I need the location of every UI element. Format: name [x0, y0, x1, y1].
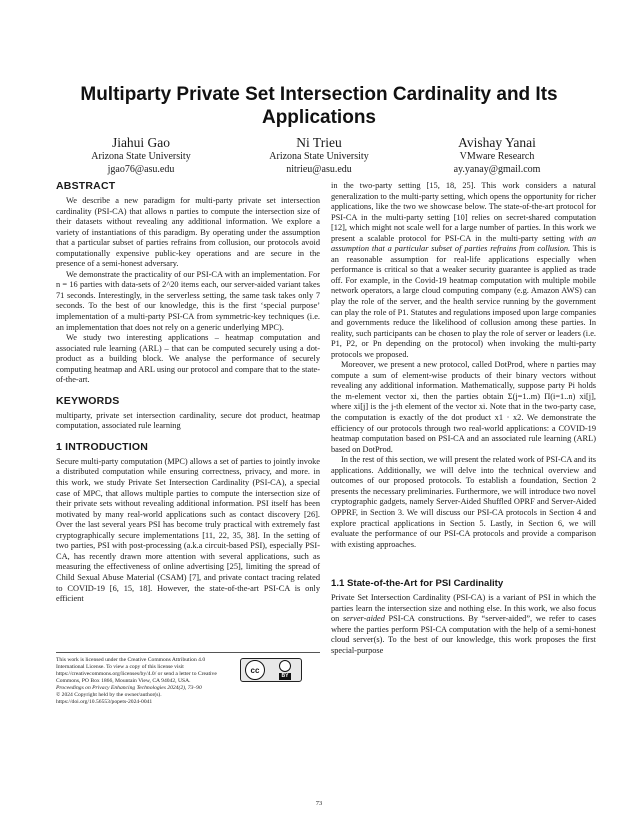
- left-column: [56, 180, 320, 605]
- intro-paragraph-1: Secure multi-party computation (MPC) allows a set of parties to jointly invoke a distributed computation while ensuring correctness, privacy, and more. in this work, we study Private Set Intersection Cardinality (PSI-CA), a special case of MPC, that allows multiple parties to compute the intersection size of their private sets without revealing additional information. PSI itself has been motivated by many real-world applications such as contact discovery [26]. Over the last several years PSI has become truly practical with extremely fast cryptographically secure implementations [11, 22, 35, 38]. In the setting of two parties, PSI with post-processing (a.k.a circuit-based PSI), especially PSI-CA, has recently drawn more attention with several applications, such as measuring the effectiveness of online advertising [25], limiting the spread of Child Sexual Abuse Material (CSAM) [7], and private contact tracing related to COVID-19 [6, 15, 18]. However, the state-of-the-art PSI-CA is only efficient: [56, 456, 320, 604]
- author-email: jgao76@asu.edu: [107, 163, 175, 175]
- page-number: 73: [315, 800, 323, 807]
- abstract-heading: ABSTRACT: [56, 180, 116, 192]
- sota-text-b: PSI-CA constructions. By “server-aided”, we refer to cases where the parties perform PSI-CA computation with the help of a semi-honest cloud server(s). To the best of our knowledge, this work proposes the first special-purpose: [331, 614, 597, 655]
- intro-p2-text-a: in the two-party setting [15, 18, 25]. This work considers a natural generalization to the multi-party setting, which opens the opportunity for richer applications, like the two we showcase below. The state-of-the-art protocol for PSI-CA in the multi-party setting [10] relies on secret-shared computation [12], which might not scale well for a large number of parties. In this work we present a scalable protocol for PSI-CA in the multi-party setting: [331, 181, 596, 243]
- intro-paragraph-2: [331, 181, 596, 360]
- person-icon: [279, 660, 291, 672]
- author-block: [56, 135, 582, 176]
- author-affiliation: Arizona State University: [269, 151, 369, 162]
- by-label: BY: [279, 673, 292, 680]
- author-name: Jiahui Gao: [111, 135, 171, 150]
- author-affiliation: VMware Research: [459, 151, 535, 162]
- author-name: Avishay Yanai: [458, 135, 536, 150]
- sota-emphasis: server-aided: [342, 614, 385, 624]
- author-email: nitrieu@asu.edu: [286, 163, 352, 175]
- sota-heading: 1.1 State-of-the-Art for PSI Cardinality: [331, 578, 504, 590]
- abstract-paragraph-3: We study two interesting applications – heatmap computation and associated rule learning (ARL) – that can be computed securely using a dot-product as a building block. We analyse the performance of securely computing heatmap and ARL using our protocol and compare that to the state-of-the-art.: [56, 333, 320, 385]
- author-name: Ni Trieu: [296, 135, 342, 150]
- author-2: [234, 135, 404, 176]
- introduction-heading: 1 INTRODUCTION: [56, 440, 149, 453]
- by-attribution-icon: [273, 660, 297, 680]
- right-column: [331, 181, 596, 656]
- doi-link[interactable]: https://doi.org/10.56553/popets-2024-0041: [56, 699, 153, 705]
- keywords-text: multiparty, private set intersection cardinality, secure dot product, heatmap computation, associated rule learning: [56, 410, 320, 431]
- cc-logo-icon: cc: [245, 660, 265, 680]
- intro-p2-text-c: This is an reasonable assumption for real-life applications especially when performance is critical so that a weaker security guarantee is applied as trade off. For example, in the Covid-19 heatmap computation with multiple mobile network operators, a large cloud computing company (e.g. Amazon AWS) can play the role of the server, and the health service running by the government can play the role of P1. Statutes and regulations imposed upon large companies and governments reduce the likelihood of collusion among these parties. In reality, such participants can be chosen to play the role of server or leaders (i.e. P1, P2, or Pn depending on the protocol) when invoking the multi-party protocols we proposed.: [331, 244, 596, 359]
- proceedings-citation: Proceedings on Privacy Enhancing Technologies 2024(2), 73–90: [56, 685, 202, 691]
- license-footnote: [56, 652, 320, 706]
- abstract-paragraph-1: We describe a new paradigm for multi-party private set intersection cardinality (PSI-CA) that allows n parties to compute the intersection size of their datasets without revealing any additional information. We explore a variety of instantiations of this paradigm. By operating under the assumption that a particular subset of parties refrains from collusion, our protocols avoid computationally expensive public-key operations and are secure in the presence of a semi-honest adversary.: [56, 196, 320, 269]
- author-1: [56, 135, 226, 176]
- sota-paragraph-1: [331, 593, 596, 656]
- author-3: [412, 135, 582, 176]
- author-email: ay.yanay@gmail.com: [453, 163, 541, 175]
- intro-paragraph-4: In the rest of this section, we will present the related work of PSI-CA and its applications. Additionally, we will delve into the technical overview and outcomes of our proposed protocols. To establish a foundation, Section 2 presents the necessary preliminaries. Furthermore, we will introduce two novel cryptographic gadgets, namely Server-Aided Shuffled OPRF and Server-Aided OPPRF, in Section 3. We will discuss our PSI-CA protocols in Section 4 and explore practical applications in Section 5. Lastly, in Section 6, we will evaluate the performance of our PSI-CA protocols and provide a comparison with existing approaches.: [331, 455, 596, 549]
- abstract-paragraph-2: We demonstrate the practicality of our PSI-CA with an implementation. For n = 16 parties with data-sets of 2^20 items each, our server-aided variant takes 71 seconds. Interestingly, in the serverless setting, the same task takes only 7 seconds. To the best of our knowledge, this is the first ‘special purpose’ implementation of a multi-party PSI-CA from symmetric-key techniques (i.e. an implementation that does not rely on a generic underlying MPC).: [56, 269, 320, 332]
- paper-title: Multiparty Private Set Intersection Cardinality and Its Applications: [80, 84, 558, 128]
- keywords-heading: KEYWORDS: [56, 394, 120, 407]
- sota-text-a: Private Set Intersection Cardinality (PSI-CA) is a variant of PSI in which the parties learn the intersection size and nothing else. In this work, we also focus on: [331, 593, 596, 624]
- intro-p2-emphasis: with an assumption that a particular subset of parties refrains from collusion.: [331, 233, 596, 254]
- license-text: This work is licensed under the Creative Commons Attribution 4.0 International License. To view a copy of this license visit https://creativecommons.org/licenses/by/4.0/ or send a letter to Creative Commons, PO Box 1866, Mountain View, CA 94042, USA.: [56, 657, 217, 684]
- intro-paragraph-3: Moreover, we present a new protocol, called DotProd, where n parties may compute a sum of element-wise products of their binary vectors without revealing any additional information. Mathematically, suppose party Pi holds the m-element vector xi, then the parties obtain Σ(j=1..m) Π(i=1..n) xi[j], where xi[j] is the j-th element of the vector xi. Note that in the two-party case, the computation is exactly of the dot product x1 · x2. We demonstrate the efficiency of our protocols through two real-world applications: a COVID-19 heatmap computation based on PSI-CA and an associated rule learning (ARL) based on DotProd.: [331, 360, 596, 454]
- copyright-notice: © 2024 Copyright held by the owner/author(s).: [56, 692, 162, 698]
- cc-by-badge-icon: [240, 658, 302, 682]
- author-affiliation: Arizona State University: [91, 151, 191, 162]
